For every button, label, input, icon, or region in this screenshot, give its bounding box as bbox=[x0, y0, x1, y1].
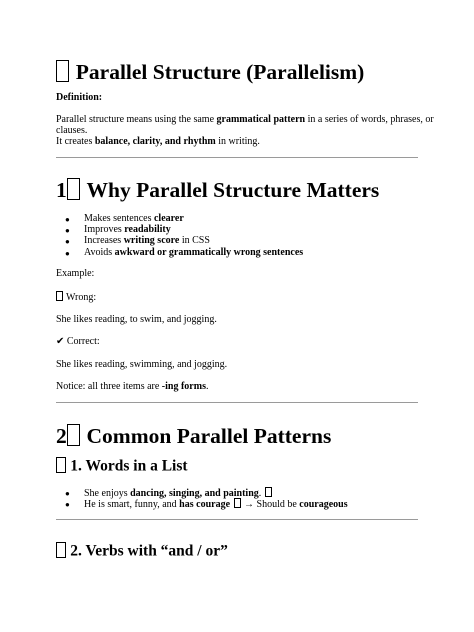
title-emoji-icon bbox=[56, 60, 69, 82]
section-1-heading: 1 Why Parallel Structure Matters bbox=[56, 178, 380, 202]
subsection-emoji-icon bbox=[56, 542, 66, 558]
subsection-1-heading: 1. Words in a List bbox=[56, 457, 188, 476]
divider bbox=[56, 157, 418, 158]
definition-line-3: It creates balance, clarity, and rhythm in writing. bbox=[56, 136, 260, 147]
definition-line-2: clauses. bbox=[56, 125, 88, 136]
bullet-icon: ● bbox=[65, 249, 70, 258]
section-2-heading: 2 Common Parallel Patterns bbox=[56, 424, 332, 448]
divider bbox=[56, 519, 418, 520]
correct-label: ✔ Correct: bbox=[56, 336, 100, 347]
wrong-label: Wrong: bbox=[56, 291, 96, 304]
cross-mark-icon bbox=[56, 291, 63, 301]
list-item: Avoids awkward or grammatically wrong sentences bbox=[84, 247, 304, 258]
bullet-icon: ● bbox=[65, 226, 70, 235]
example-label: Example: bbox=[56, 268, 95, 279]
correct-sentence: She likes reading, swimming, and jogging. bbox=[56, 359, 228, 370]
bullet-icon: ● bbox=[65, 489, 70, 498]
list-item: Makes sentences clearer bbox=[84, 213, 184, 224]
definition-line-1: Parallel structure means using the same grammatical pattern in a series of words, phrases, or bbox=[56, 114, 434, 125]
bullet-icon: ● bbox=[65, 237, 70, 246]
page-title bbox=[56, 60, 364, 85]
check-mark-icon bbox=[265, 487, 272, 497]
list-item: She enjoys dancing, singing, and painting. bbox=[84, 487, 273, 500]
definition-label: Definition: bbox=[56, 92, 103, 103]
subsection-2-heading: 2. Verbs with “and / or” bbox=[56, 542, 228, 561]
subsection-emoji-icon bbox=[56, 457, 66, 473]
cross-mark-icon bbox=[234, 498, 241, 508]
keycap-icon bbox=[67, 424, 80, 446]
notice-text: Notice: all three items are -ing forms. bbox=[56, 381, 209, 392]
list-item: Increases writing score in CSS bbox=[84, 235, 210, 246]
title-text: Parallel Structure (Parallelism) bbox=[75, 60, 365, 84]
keycap-icon bbox=[67, 178, 80, 200]
wrong-sentence: She likes reading, to swim, and jogging. bbox=[56, 314, 217, 325]
list-item: Improves readability bbox=[84, 224, 171, 235]
bullet-icon: ● bbox=[65, 500, 70, 509]
divider bbox=[56, 402, 418, 403]
list-item: He is smart, funny, and has courage → Should be courageous bbox=[84, 499, 348, 510]
bullet-icon: ● bbox=[65, 215, 70, 224]
